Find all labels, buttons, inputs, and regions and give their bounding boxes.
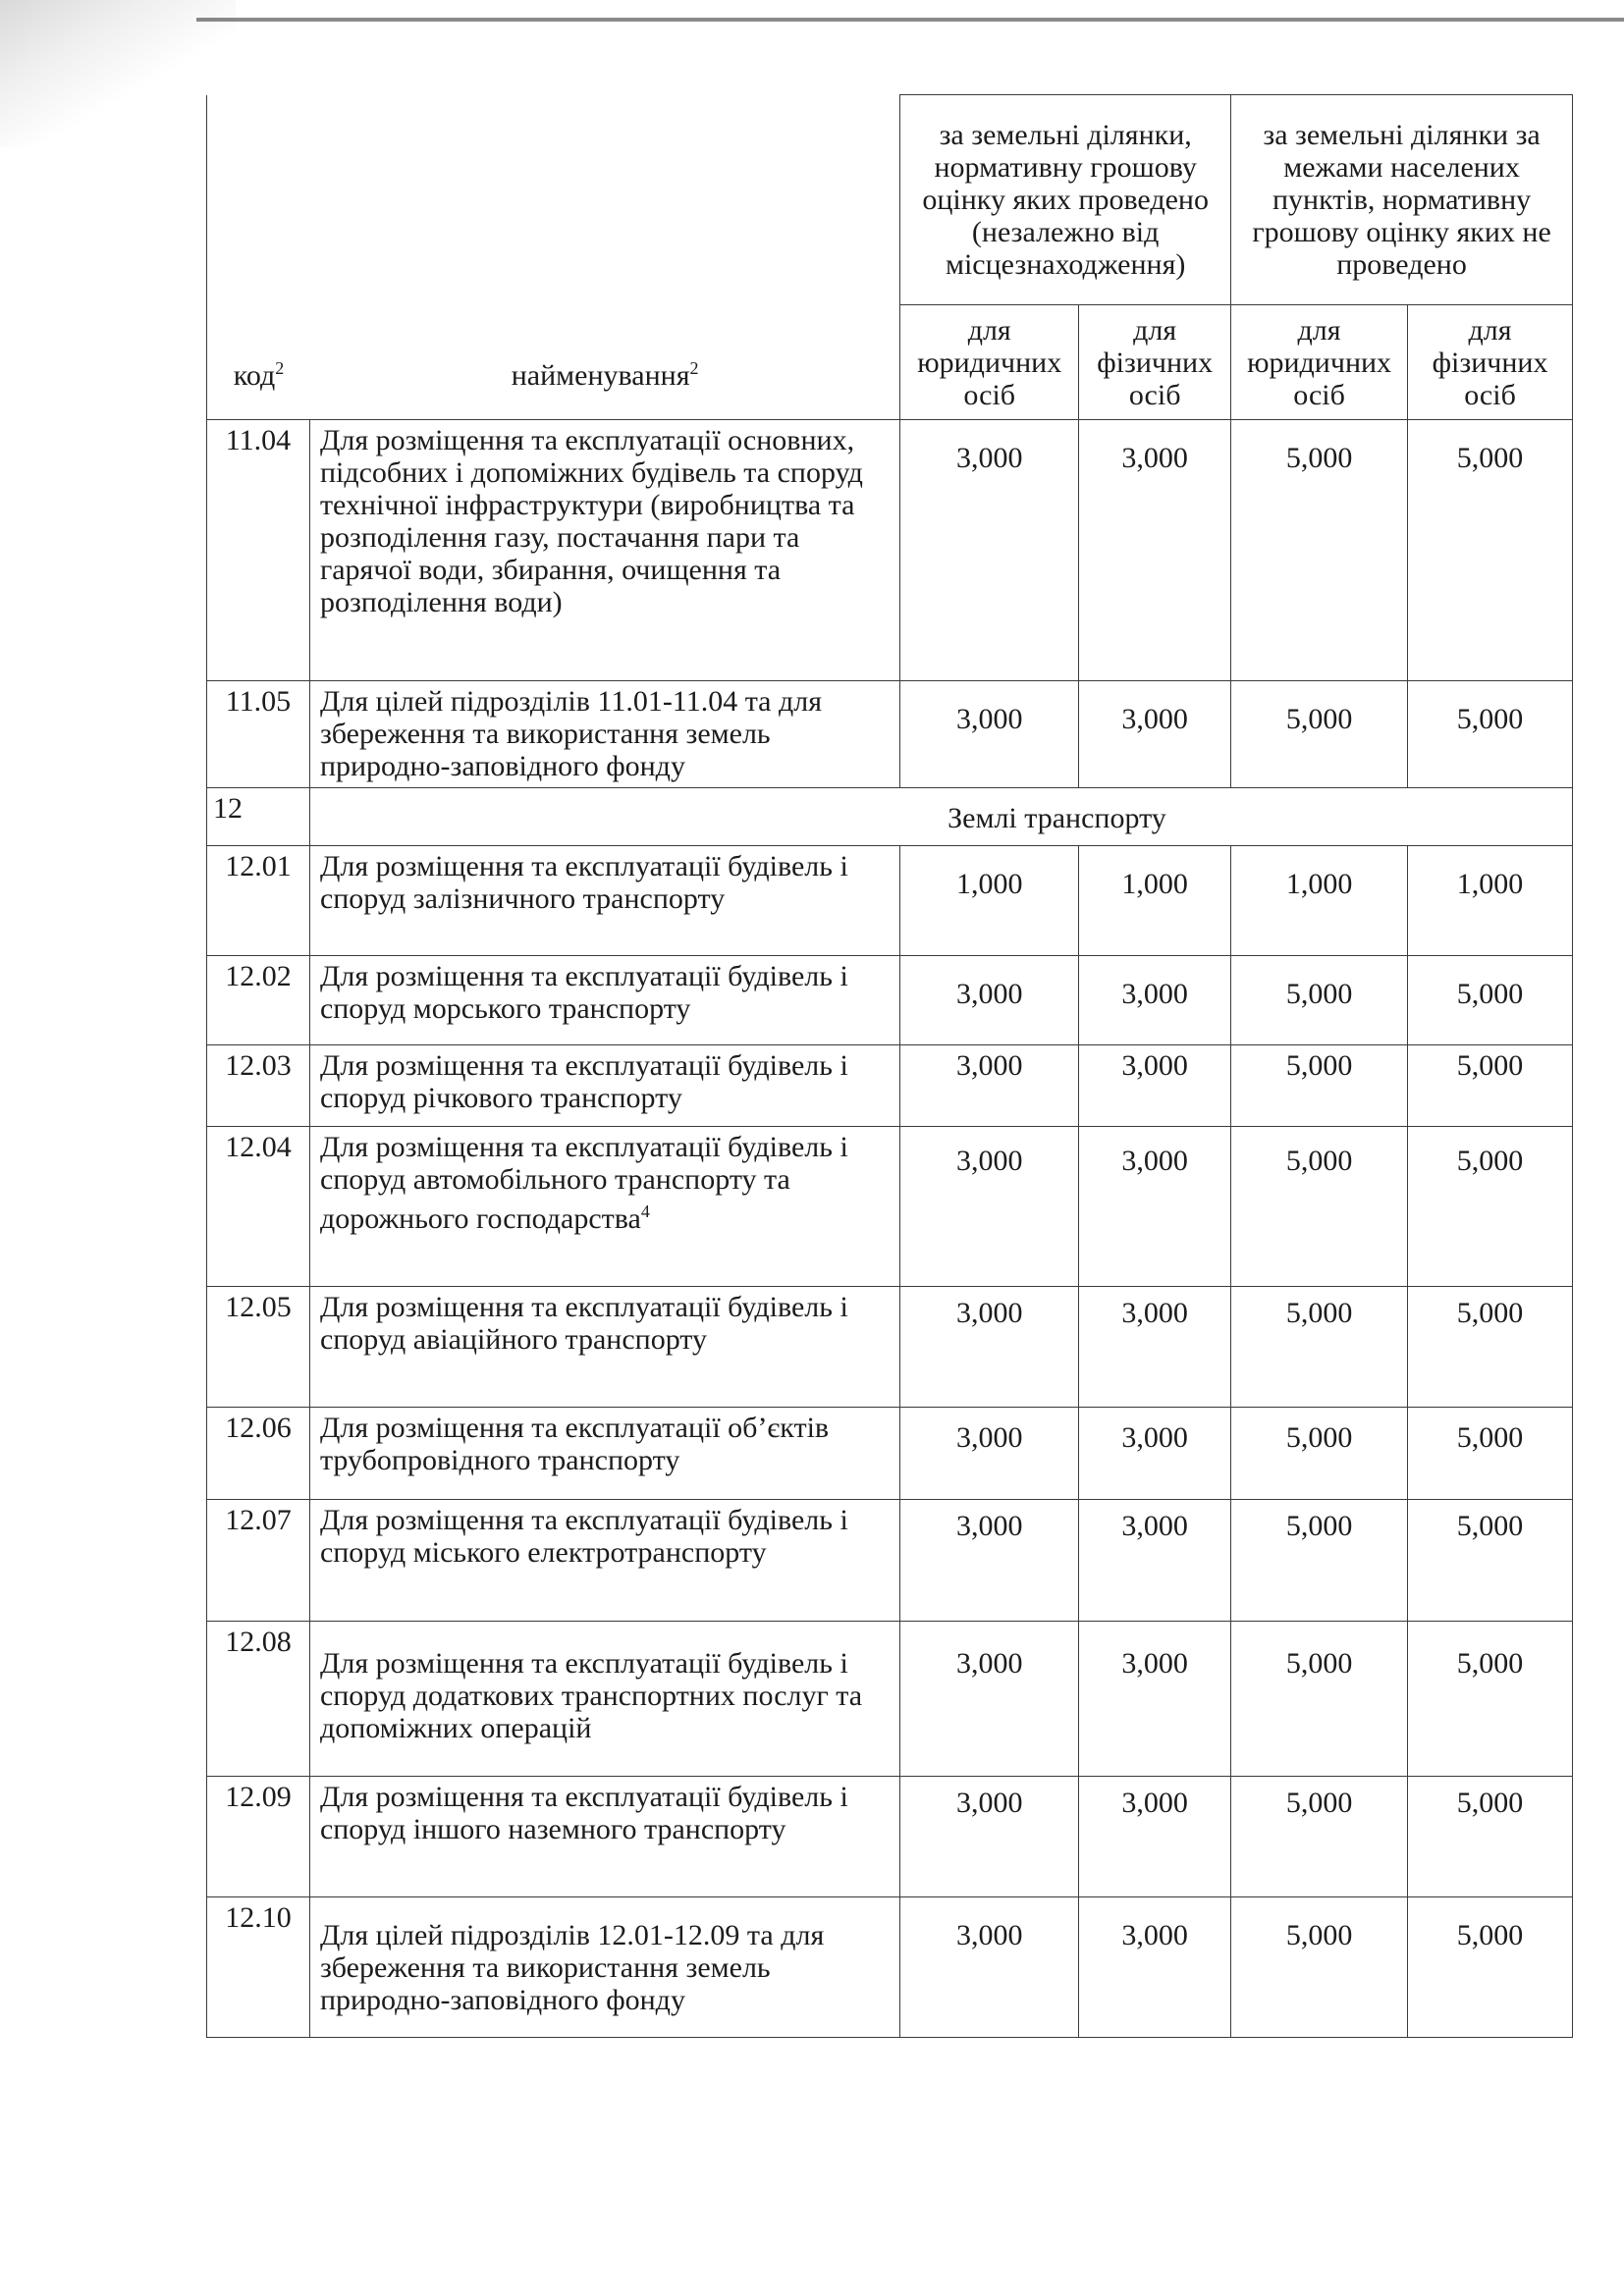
- rate-physical-not-assessed: 5,000: [1408, 1622, 1573, 1777]
- rate-physical-not-assessed: 1,000: [1408, 846, 1573, 956]
- rate-legal-assessed: 3,000: [900, 1500, 1079, 1622]
- scan-top-edge: [196, 18, 1624, 22]
- row-code: 12.10: [207, 1897, 310, 2038]
- rate-legal-not-assessed: 5,000: [1231, 420, 1408, 681]
- rate-legal-assessed: 1,000: [900, 846, 1079, 956]
- row-code: 12.04: [207, 1127, 310, 1287]
- table-row: [207, 1287, 1573, 1408]
- header-physical-not-assessed: для фізичних осіб: [1408, 305, 1573, 420]
- row-code: 11.04: [207, 420, 310, 681]
- row-code: 11.05: [207, 681, 310, 788]
- rate-legal-not-assessed: 5,000: [1231, 1408, 1408, 1500]
- table-row: [207, 1777, 1573, 1897]
- rate-physical-not-assessed: 5,000: [1408, 1897, 1573, 2038]
- table-row: [207, 1045, 1573, 1127]
- table-row: [207, 1408, 1573, 1500]
- row-code: 12.07: [207, 1500, 310, 1622]
- rate-legal-assessed: 3,000: [900, 956, 1079, 1045]
- rate-physical-assessed: 3,000: [1079, 1777, 1231, 1897]
- row-name: Для розміщення та експлуатації об’єктів трубопровідного транспорту: [309, 1408, 899, 1500]
- rate-physical-assessed: 3,000: [1079, 956, 1231, 1045]
- row-name: Для розміщення та експлуатації будівель і споруд морського транспорту: [309, 956, 899, 1045]
- rate-physical-not-assessed: 5,000: [1408, 420, 1573, 681]
- rate-legal-assessed: 3,000: [900, 1045, 1079, 1127]
- rate-physical-not-assessed: 5,000: [1408, 681, 1573, 788]
- header-not-assessed-group: за земельні ділянки за межами населених пунктів, нормативну грошову оцінку яких не проведено: [1231, 95, 1573, 305]
- row-code: 12.01: [207, 846, 310, 956]
- page-fold-shadow: [0, 0, 236, 147]
- row-code: 12.03: [207, 1045, 310, 1127]
- row-name: Для розміщення та експлуатації будівель і споруд авіаційного транспорту: [309, 1287, 899, 1408]
- row-code: 12.02: [207, 956, 310, 1045]
- rate-physical-assessed: 3,000: [1079, 420, 1231, 681]
- rate-legal-not-assessed: 1,000: [1231, 846, 1408, 956]
- row-name: Для розміщення та експлуатації основних, підсобних і допоміжних будівель та споруд технічної інфраструктури (виробництва та розподілення газу, постачання пари та гарячої води, збирання, очищення та розподілення води): [309, 420, 899, 681]
- rate-legal-assessed: 3,000: [900, 1127, 1079, 1287]
- row-code: 12.06: [207, 1408, 310, 1500]
- rate-physical-not-assessed: 5,000: [1408, 1500, 1573, 1622]
- rate-physical-assessed: 3,000: [1079, 1045, 1231, 1127]
- table-row: [207, 1500, 1573, 1622]
- table-row: [207, 1127, 1573, 1287]
- row-code: 12.05: [207, 1287, 310, 1408]
- rate-physical-assessed: 3,000: [1079, 681, 1231, 788]
- rate-physical-assessed: 3,000: [1079, 1287, 1231, 1408]
- table-row: [207, 1897, 1573, 2038]
- rate-physical-not-assessed: 5,000: [1408, 956, 1573, 1045]
- table-row: [207, 420, 1573, 681]
- rate-physical-not-assessed: 5,000: [1408, 1287, 1573, 1408]
- row-code: 12.09: [207, 1777, 310, 1897]
- rate-physical-not-assessed: 5,000: [1408, 1408, 1573, 1500]
- row-code: 12.08: [207, 1622, 310, 1777]
- row-name: Для цілей підрозділів 11.01-11.04 та для збереження та використання земель природно-заповідного фонду: [309, 681, 899, 788]
- section-title: Землі транспорту: [309, 788, 1572, 846]
- table-row: [207, 681, 1573, 788]
- header-code: код$^2$: [233, 358, 285, 392]
- rate-legal-assessed: 3,000: [900, 1408, 1079, 1500]
- header-physical-assessed: для фізичних осіб: [1079, 305, 1231, 420]
- rate-physical-assessed: 3,000: [1079, 1622, 1231, 1777]
- rate-physical-not-assessed: 5,000: [1408, 1777, 1573, 1897]
- rate-legal-not-assessed: 5,000: [1231, 1897, 1408, 2038]
- row-name: Для розміщення та експлуатації будівель і споруд річкового транспорту: [309, 1045, 899, 1127]
- rate-legal-assessed: 3,000: [900, 1287, 1079, 1408]
- row-name: Для розміщення та експлуатації будівель і споруд міського електротранспорту: [309, 1500, 899, 1622]
- rate-legal-not-assessed: 5,000: [1231, 1045, 1408, 1127]
- section-code: 12: [207, 788, 310, 846]
- rate-legal-not-assessed: 5,000: [1231, 956, 1408, 1045]
- rate-physical-assessed: 3,000: [1079, 1897, 1231, 2038]
- header-legal-not-assessed: для юридичних осіб: [1231, 305, 1408, 420]
- row-name: Для розміщення та експлуатації будівель і споруд додаткових транспортних послуг та допоміжних операцій: [309, 1622, 899, 1777]
- rate-physical-not-assessed: 5,000: [1408, 1127, 1573, 1287]
- rate-physical-assessed: 1,000: [1079, 846, 1231, 956]
- tax-rate-table: [206, 94, 1573, 2038]
- header-assessed-group: за земельні ділянки, нормативну грошову оцінку яких проведено (незалежно від місцезнаходження): [900, 95, 1231, 305]
- table-row: [207, 1622, 1573, 1777]
- rate-physical-assessed: 3,000: [1079, 1408, 1231, 1500]
- rate-legal-not-assessed: 5,000: [1231, 1127, 1408, 1287]
- table-row: [207, 846, 1573, 956]
- row-name: Для розміщення та експлуатації будівель і споруд автомобільного транспорту та дорожнього господарства$^4$: [309, 1127, 899, 1287]
- row-name: Для розміщення та експлуатації будівель і споруд залізничного транспорту: [309, 846, 899, 956]
- rate-legal-assessed: 3,000: [900, 681, 1079, 788]
- rate-physical-assessed: 3,000: [1079, 1127, 1231, 1287]
- row-name: Для розміщення та експлуатації будівель і споруд іншого наземного транспорту: [309, 1777, 899, 1897]
- rate-physical-not-assessed: 5,000: [1408, 1045, 1573, 1127]
- rate-legal-assessed: 3,000: [900, 1897, 1079, 2038]
- rate-physical-assessed: 3,000: [1079, 1500, 1231, 1622]
- rate-legal-not-assessed: 5,000: [1231, 1777, 1408, 1897]
- header-legal-assessed: для юридичних осіб: [900, 305, 1079, 420]
- table-row: [207, 956, 1573, 1045]
- rate-legal-assessed: 3,000: [900, 420, 1079, 681]
- rate-legal-assessed: 3,000: [900, 1777, 1079, 1897]
- rate-legal-not-assessed: 5,000: [1231, 1500, 1408, 1622]
- rate-legal-assessed: 3,000: [900, 1622, 1079, 1777]
- rate-legal-not-assessed: 5,000: [1231, 1287, 1408, 1408]
- rate-legal-not-assessed: 5,000: [1231, 1622, 1408, 1777]
- rate-legal-not-assessed: 5,000: [1231, 681, 1408, 788]
- section-row: [207, 788, 1573, 846]
- row-name: Для цілей підрозділів 12.01-12.09 та для збереження та використання земель природно-заповідного фонду: [309, 1897, 899, 2038]
- header-name: найменування$^2$: [511, 358, 699, 392]
- header-code-name-cell: [207, 95, 900, 420]
